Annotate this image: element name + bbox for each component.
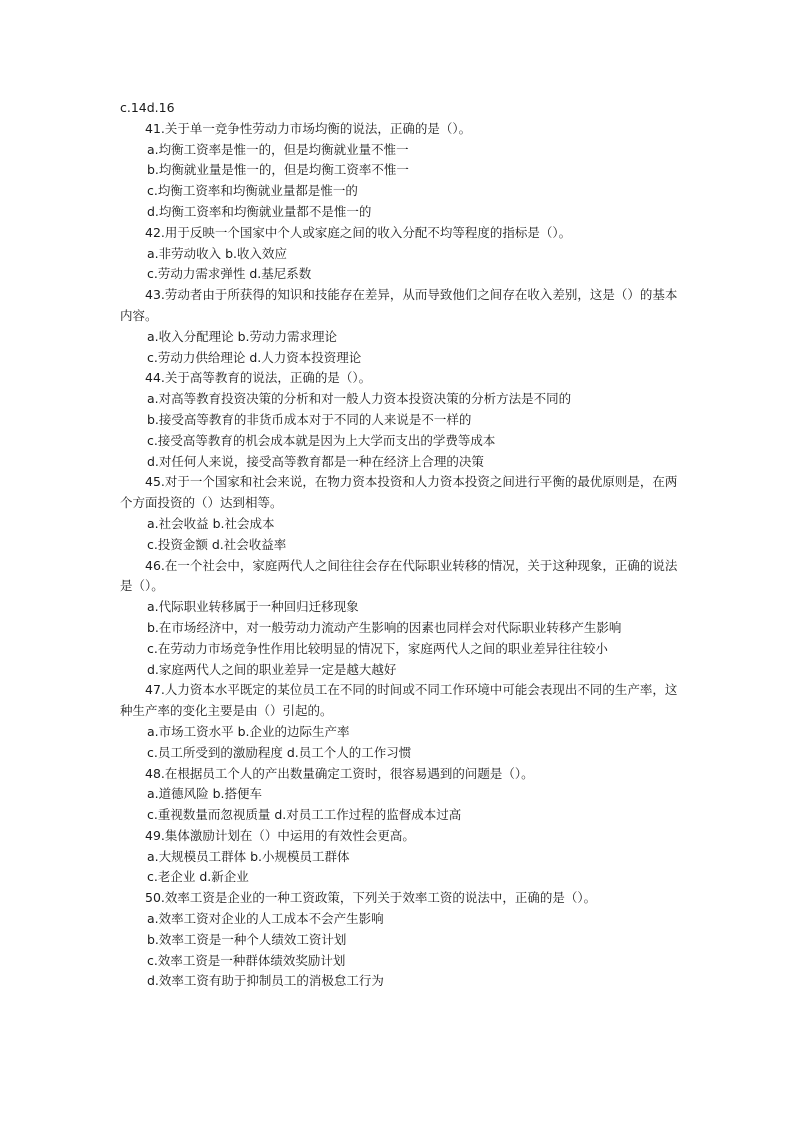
question-stem: 42.用于反映一个国家中个人或家庭之间的收入分配不均等程度的指标是（）。 (145, 224, 572, 240)
answer-option-line: c.员工所受到的激励程度 d.员工个人的工作习惯 (147, 744, 412, 760)
answer-option-line: b.均衡就业量是惟一的，但是均衡工资率不惟一 (147, 162, 409, 178)
question-stem: 44.关于高等教育的说法，正确的是（）。 (145, 370, 372, 386)
question-block (120, 223, 680, 285)
answer-option-line: a.收入分配理论 b.劳动力需求理论 (147, 328, 338, 344)
question-stem: 49.集体激励计划在（）中运用的有效性会更高。 (145, 827, 415, 843)
answer-option-line: c.投资金额 d.社会收益率 (147, 536, 287, 552)
answer-option-line: a.道德风险 b.搭便车 (147, 786, 263, 802)
answer-option-line: a.市场工资水平 b.企业的边际生产率 (147, 723, 350, 739)
question-stem: 48.在根据员工个人的产出数量确定工资时，很容易遇到的问题是（）。 (145, 765, 534, 781)
answer-option-line: a.大规模员工群体 b.小规模员工群体 (147, 848, 350, 864)
answer-option-line: b.在市场经济中，对一般劳动力流动产生影响的因素也同样会对代际职业转移产生影响 (147, 619, 622, 635)
answer-option-line: a.非劳动收入 b.收入效应 (147, 245, 288, 261)
question-stem: 43.劳动者由于所获得的知识和技能存在差异，从而导致他们之间存在收入差别，这是（）的基本内容。 (120, 287, 678, 323)
question-block (120, 888, 680, 992)
answer-option-line: c.劳动力需求弹性 d.基尼系数 (147, 266, 312, 282)
answer-option-line: a.代际职业转移属于一种回归迁移现象 (147, 599, 359, 615)
question-block (120, 368, 680, 472)
answer-option-line: d.对任何人来说，接受高等教育都是一种在经济上合理的决策 (147, 453, 484, 469)
answer-option-line: a.均衡工资率是惟一的，但是均衡就业量不惟一 (147, 141, 409, 157)
answer-option-line: c.均衡工资率和均衡就业量都是惟一的 (147, 183, 358, 199)
answer-option-line: b.接受高等教育的非货币成本对于不同的人来说是不一样的 (147, 411, 472, 427)
question-block (120, 285, 680, 368)
question-block (120, 472, 680, 555)
question-stem: 46.在一个社会中，家庭两代人之间往往会存在代际职业转移的情况，关于这种现象，正确的说法是（）。 (120, 557, 678, 594)
answer-option-line: a.社会收益 b.社会成本 (147, 515, 275, 531)
answer-option-line: a.效率工资对企业的人工成本不会产生影响 (147, 911, 384, 927)
question-stem: 50.效率工资是企业的一种工资政策，下列关于效率工资的说法中，正确的是（）。 (145, 890, 597, 906)
answer-option-line: d.家庭两代人之间的职业差异一定是越大越好 (147, 661, 397, 677)
answer-option-line: c.老企业 d.新企业 (147, 869, 249, 885)
question-stem: 45.对于一个国家和社会来说，在物力资本投资和人力资本投资之间进行平衡的最优原则是，在两个方面投资的（）达到相等。 (120, 474, 678, 511)
document-body (120, 98, 680, 992)
answer-option-line: b.效率工资是一种个人绩效工资计划 (147, 931, 347, 947)
question-stem: 41.关于单一竞争性劳动力市场均衡的说法，正确的是（）。 (145, 120, 472, 136)
question-stem: 47.人力资本水平既定的某位员工在不同的时间或不同工作环境中可能会表现出不同的生产率，这种生产率的变化主要是由（）引起的。 (120, 682, 678, 719)
continued-options-line: c.14d.16 (120, 100, 175, 115)
answer-option-line: d.效率工资有助于抑制员工的消极怠工行为 (147, 973, 384, 989)
answer-option-line: c.在劳动力市场竞争性作用比较明显的情况下，家庭两代人之间的职业差异往往较小 (147, 640, 608, 656)
answer-option-line: a.对高等教育投资决策的分析和对一般人力资本投资决策的分析方法是不同的 (147, 391, 572, 407)
question-block (120, 764, 680, 826)
answer-option-line: c.接受高等教育的机会成本就是因为上大学而支出的学费等成本 (147, 432, 496, 448)
answer-option-line: c.效率工资是一种群体绩效奖励计划 (147, 952, 346, 968)
question-block (120, 826, 680, 888)
answer-option-line: c.重视数量而忽视质量 d.对员工工作过程的监督成本过高 (147, 807, 462, 823)
question-list (120, 119, 680, 992)
question-block (120, 680, 680, 763)
question-block (120, 119, 680, 223)
answer-option-line: c.劳动力供给理论 d.人力资本投资理论 (147, 349, 362, 365)
answer-option-line: d.均衡工资率和均衡就业量都不是惟一的 (147, 203, 372, 219)
question-block (120, 556, 680, 681)
